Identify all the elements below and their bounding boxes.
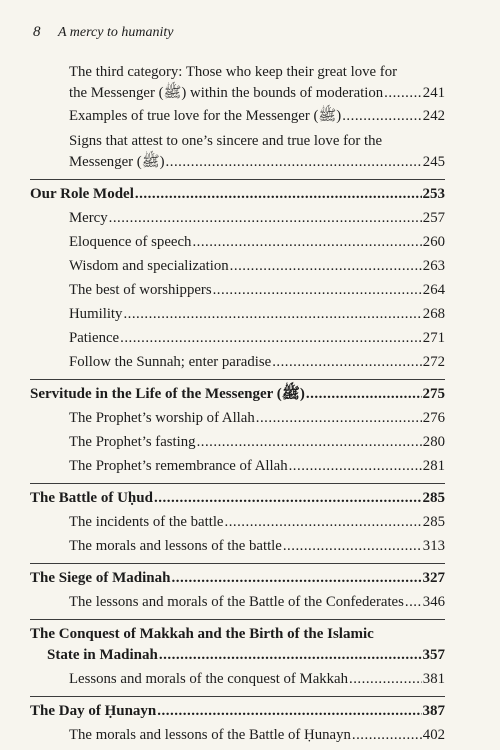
toc-heading-title: The Battle of Uḥud — [30, 490, 153, 506]
dot-leader — [352, 725, 422, 746]
toc-section — [30, 62, 445, 180]
toc-entry-title: Eloquence of speech — [69, 234, 192, 250]
toc-entry-title: The Prophet’s fasting — [69, 434, 196, 450]
running-header — [33, 24, 173, 41]
dot-leader — [306, 384, 422, 405]
toc-entry-title: Humility — [69, 306, 123, 322]
toc-entry[interactable] — [30, 512, 445, 533]
dot-leader — [197, 432, 422, 453]
toc-heading[interactable] — [30, 701, 445, 722]
toc-section — [30, 697, 445, 750]
dot-leader — [225, 512, 422, 533]
dot-leader — [289, 456, 422, 477]
toc-heading-page: 275 — [422, 386, 445, 402]
dot-leader — [230, 256, 422, 277]
toc-entry-line1: The third category: Those who keep their great love for — [69, 64, 398, 80]
dot-leader — [120, 328, 422, 349]
dot-leader — [192, 232, 421, 253]
toc-entry[interactable] — [30, 256, 445, 277]
toc-entry-page: 260 — [422, 234, 445, 250]
toc-entry-page: 381 — [422, 671, 445, 687]
toc-entry[interactable] — [30, 669, 445, 690]
toc-entry-title: The morals and lessons of the battle — [69, 538, 282, 554]
dot-leader — [157, 701, 421, 722]
running-title: A mercy to humanity — [58, 25, 174, 40]
toc-heading[interactable] — [30, 568, 445, 589]
toc-heading[interactable] — [30, 488, 445, 509]
dot-leader — [283, 536, 422, 557]
toc-section — [30, 484, 445, 564]
toc-heading-title: State in Madinah — [47, 647, 158, 663]
dot-leader — [159, 645, 422, 666]
dot-leader — [405, 592, 422, 613]
dot-leader — [166, 152, 422, 173]
toc-entry[interactable] — [30, 328, 445, 349]
toc-entry-page: 280 — [422, 434, 445, 450]
toc-section — [30, 620, 445, 697]
toc-entry-page: 242 — [422, 108, 445, 124]
toc-entry-title: The best of worshippers — [69, 282, 212, 298]
toc-entry-page: 346 — [422, 594, 445, 610]
dot-leader — [349, 669, 422, 690]
toc-section — [30, 180, 445, 380]
dot-leader — [272, 352, 422, 373]
toc-heading-title: The Day of Ḥunayn — [30, 703, 157, 719]
toc-entry[interactable] — [30, 725, 445, 746]
toc-entry-title: The incidents of the battle — [69, 514, 224, 530]
toc-entry[interactable] — [30, 83, 445, 104]
toc-entry[interactable] — [30, 456, 445, 477]
toc-entry[interactable] — [30, 408, 445, 429]
toc-entry-page: 245 — [422, 154, 445, 170]
dot-leader — [342, 106, 422, 127]
toc-entry[interactable] — [30, 352, 445, 373]
toc-heading-page: 387 — [422, 703, 445, 719]
toc-entry[interactable] — [30, 152, 445, 173]
toc-entry-page: 402 — [422, 727, 445, 743]
page-number: 8 — [33, 24, 41, 40]
toc-heading-title: Our Role Model — [30, 186, 134, 202]
toc-entry-title: The lessons and morals of the Battle of the Confederates — [69, 594, 404, 610]
toc-entry-page: 276 — [422, 410, 445, 426]
dot-leader — [171, 568, 421, 589]
toc-heading-page: 327 — [422, 570, 445, 586]
dot-leader — [256, 408, 422, 429]
toc-entry[interactable] — [30, 106, 445, 127]
toc-heading-page: 357 — [422, 647, 445, 663]
toc-entry-page: 285 — [422, 514, 445, 530]
toc-heading-page: 285 — [422, 490, 445, 506]
toc-entry[interactable] — [30, 432, 445, 453]
toc-heading-title: Servitude in the Life of the Messenger (ﷺ) — [30, 386, 305, 402]
toc-heading-title: The Siege of Madinah — [30, 570, 171, 586]
toc-heading-line1: The Conquest of Makkah and the Birth of the Islamic — [30, 626, 374, 642]
toc-entry-page: 241 — [422, 85, 445, 101]
toc-heading-page: 253 — [422, 186, 445, 202]
dot-leader — [154, 488, 422, 509]
toc-entry-title: Lessons and morals of the conquest of Makkah — [69, 671, 349, 687]
dot-leader — [109, 208, 422, 229]
toc-entry-page: 268 — [422, 306, 445, 322]
toc-entry-title: the Messenger (ﷺ) within the bounds of moderation — [69, 85, 384, 101]
dot-leader — [384, 83, 422, 104]
dot-leader — [123, 304, 421, 325]
toc-entry-title: Messenger (ﷺ) — [69, 154, 165, 170]
toc-entry-title: Follow the Sunnah; enter paradise — [69, 354, 272, 370]
toc-heading[interactable] — [30, 645, 445, 666]
toc-entry-page: 313 — [422, 538, 445, 554]
toc-entry-title: The morals and lessons of the Battle of Ḥunayn — [69, 727, 351, 743]
toc-section — [30, 564, 445, 620]
toc-entry-page: 263 — [422, 258, 445, 274]
dot-leader — [135, 184, 422, 205]
toc-entry-page: 272 — [422, 354, 445, 370]
toc-entry-title: Wisdom and specialization — [69, 258, 229, 274]
toc-entry-line1: Signs that attest to one’s sincere and true love for the — [69, 133, 383, 149]
toc-entry-title: The Prophet’s remembrance of Allah — [69, 458, 288, 474]
toc-entry[interactable] — [30, 280, 445, 301]
toc-entry[interactable] — [30, 304, 445, 325]
toc-entry-page: 281 — [422, 458, 445, 474]
toc-entry[interactable] — [30, 232, 445, 253]
toc-entry[interactable] — [30, 592, 445, 613]
toc-entry[interactable] — [30, 208, 445, 229]
toc-entry-page: 257 — [422, 210, 445, 226]
toc-entry-title: Mercy — [69, 210, 108, 226]
toc-entry-title: Examples of true love for the Messenger (ﷺ) — [69, 108, 342, 124]
toc-entry-title: Patience — [69, 330, 120, 346]
dot-leader — [213, 280, 422, 301]
toc-entry[interactable] — [30, 536, 445, 557]
toc-heading[interactable] — [30, 384, 445, 405]
toc-section — [30, 380, 445, 484]
toc-entry-page: 271 — [422, 330, 445, 346]
toc-entry-page: 264 — [422, 282, 445, 298]
table-of-contents — [30, 62, 445, 750]
toc-entry-title: The Prophet’s worship of Allah — [69, 410, 255, 426]
toc-heading[interactable] — [30, 184, 445, 205]
